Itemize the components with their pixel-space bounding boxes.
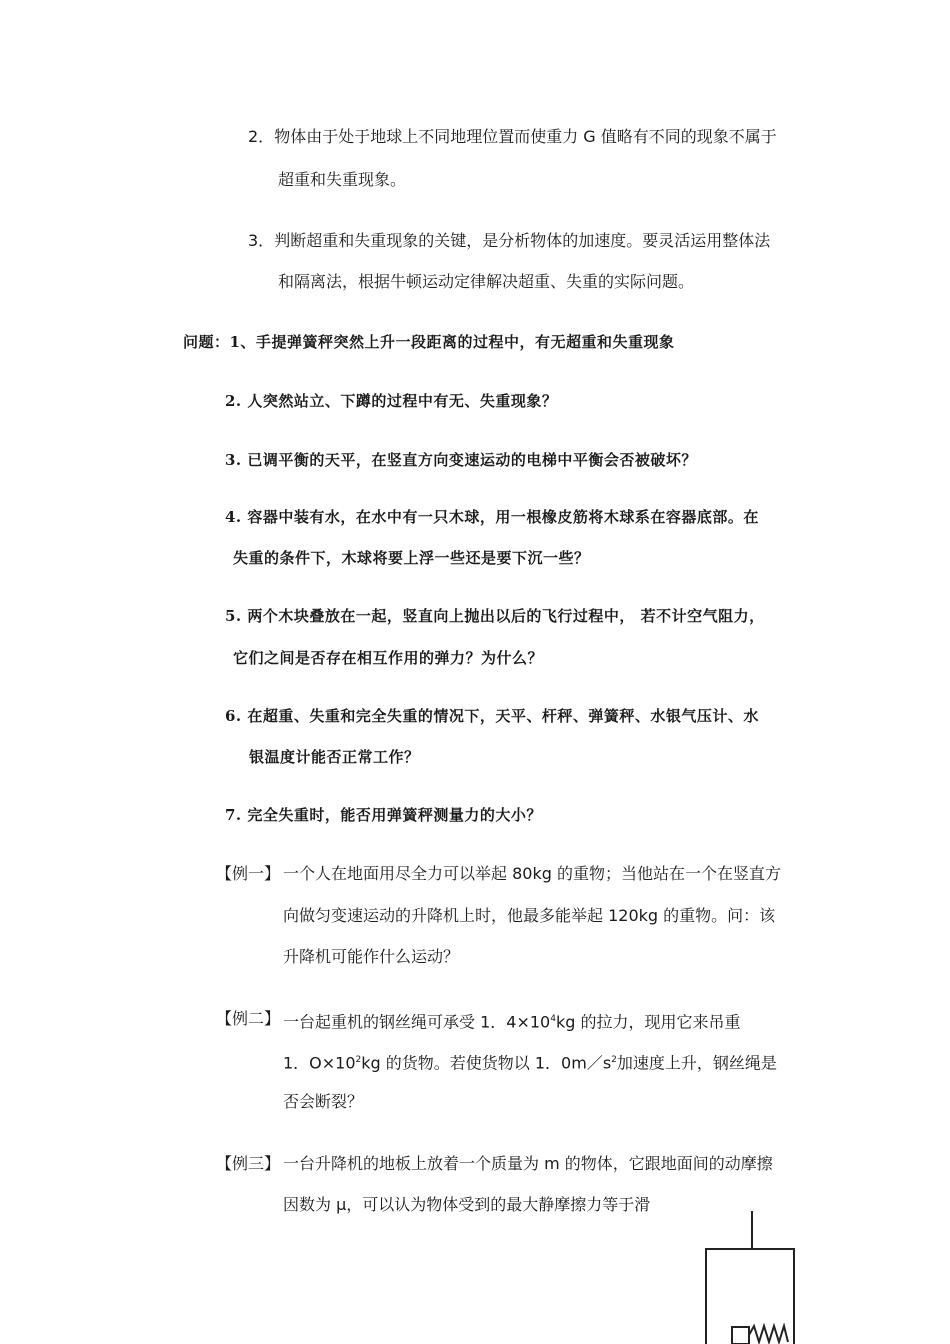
- example-2-text-a: 一台起重机的钢丝绳可承受 1．4×10: [283, 1012, 551, 1032]
- example-1-line-1: 一个人在地面用尽全力可以举起 80kg 的重物；当他站在一个在竖直方: [283, 864, 781, 883]
- example-2-line-3: 否会断裂？: [283, 1092, 364, 1111]
- question-6-line-2: 银温度计能否正常工作？: [249, 748, 420, 766]
- question-2: 2. 人突然站立、下蹲的过程中有无、失重现象？: [225, 392, 558, 410]
- question-3: 3. 已调平衡的天平，在竖直方向变速运动的电梯中平衡会否被破坏？: [225, 451, 697, 469]
- note-2-line-2: 超重和失重现象。: [278, 170, 407, 189]
- example-3-label: 【例三】: [216, 1154, 281, 1173]
- exponent: 2: [611, 1055, 617, 1065]
- example-2-text-d: kg 的货物。若使货物以 1．0m／s: [361, 1053, 612, 1073]
- question-6-line-1: 6. 在超重、失重和完全失重的情况下，天平、杆秤、弹簧秤、水银气压计、水: [225, 707, 759, 725]
- example-1-line-2: 向做匀变速运动的升降机上时，他最多能举起 120kg 的重物。问：该: [283, 906, 776, 925]
- note-3-number: 3．: [248, 231, 275, 250]
- note-2-text: 物体由于处于地球上不同地理位置而使重力 G 值略有不同的现象不属于: [274, 127, 777, 146]
- note-2-line-1: [248, 126, 777, 148]
- question-4-line-1: 4. 容器中装有水，在水中有一只木球，用一根橡皮筋将木球系在容器底部。在: [225, 508, 759, 526]
- elevator-figure: [696, 1205, 806, 1344]
- example-2-text-e: 加速度上升，钢丝绳是: [616, 1053, 777, 1073]
- example-3-line-1: 一台升降机的地板上放着一个质量为 m 的物体，它跟地面间的动摩擦: [283, 1154, 773, 1173]
- note-3-line-1: [248, 230, 770, 252]
- question-5-line-1: 5. 两个木块叠放在一起，竖直向上抛出以后的飞行过程中， 若不计空气阻力，: [225, 607, 765, 625]
- exponent: 2: [355, 1055, 362, 1065]
- spring: [749, 1326, 788, 1342]
- question-4-line-2: 失重的条件下，木球将要上浮一些还是要下沉一些？: [233, 549, 590, 567]
- example-1-line-3: 升降机可能作什么运动？: [283, 947, 460, 966]
- example-2-line-2: [283, 1049, 777, 1074]
- example-2-text-c: 1．O×10: [283, 1053, 356, 1073]
- example-2-label: 【例二】: [216, 1009, 281, 1028]
- question-7: 7. 完全失重时，能否用弹簧秤测量力的大小？: [225, 806, 542, 824]
- question-1: 问题：1、手提弹簧秤突然上升一段距离的过程中，有无超重和失重现象: [183, 333, 675, 351]
- note-3-text: 判断超重和失重现象的关键，是分析物体的加速度。要灵活运用整体法: [274, 231, 771, 250]
- question-5-line-2: 它们之间是否存在相互作用的弹力？为什么？: [233, 649, 544, 667]
- example-2-text-b: kg 的拉力，现用它来吊重: [555, 1012, 741, 1032]
- note-3-line-2: 和隔离法，根据牛顿运动定律解决超重、失重的实际问题。: [278, 272, 695, 291]
- block: [732, 1327, 749, 1344]
- example-1-label: 【例一】: [216, 864, 281, 883]
- example-2-line-1: [283, 1008, 740, 1033]
- note-2-number: 2．: [248, 127, 275, 146]
- example-3-line-2: 因数为 μ，可以认为物体受到的最大静摩擦力等于滑: [283, 1195, 651, 1214]
- exponent: 4: [550, 1014, 556, 1024]
